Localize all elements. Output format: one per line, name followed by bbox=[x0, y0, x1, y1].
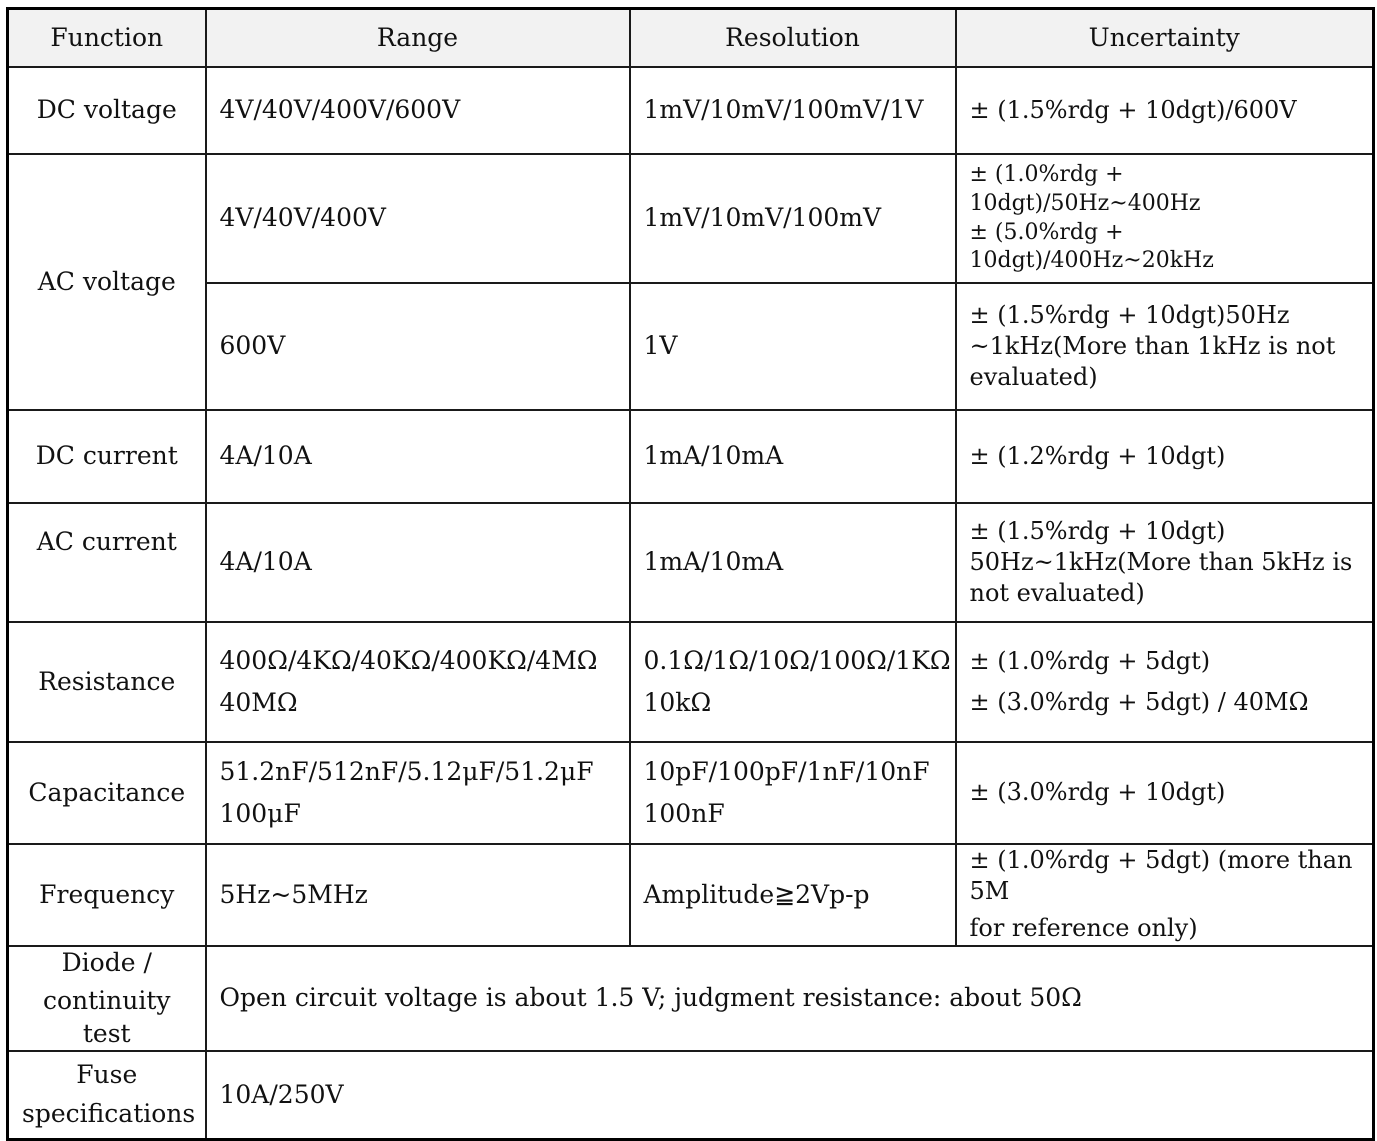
table-row-ac-voltage-600v bbox=[8, 283, 1374, 410]
merged-value-cell: 10A/250V bbox=[206, 1051, 1374, 1139]
header-uncertainty: Uncertainty bbox=[956, 9, 1374, 68]
resolution-line: 0.1Ω/1Ω/10Ω/100Ω/1KΩ bbox=[643, 645, 951, 675]
uncertainty-line: ± (1.5%rdg + 10dgt) bbox=[969, 516, 1226, 545]
function-cell bbox=[8, 1051, 206, 1139]
range-line: 40MΩ bbox=[219, 688, 298, 717]
uncertainty-line: ± (1.0%rdg + 5dgt) (more than 5M bbox=[969, 846, 1353, 906]
function-cell: AC current bbox=[8, 503, 206, 622]
uncertainty-line: ~1kHz(More than 1kHz is not bbox=[969, 331, 1336, 360]
range-cell bbox=[206, 742, 630, 844]
specification-table bbox=[6, 7, 1375, 1141]
table-row-resistance bbox=[8, 622, 1374, 742]
table-row-ac-voltage-low bbox=[8, 154, 1374, 283]
header-row bbox=[8, 9, 1374, 68]
resolution-cell: 1V bbox=[630, 283, 956, 410]
table-row-dc-current bbox=[8, 410, 1374, 503]
range-cell: 5Hz~5MHz bbox=[206, 844, 630, 946]
uncertainty-cell: ± (3.0%rdg + 10dgt) bbox=[956, 742, 1374, 844]
resolution-cell: 1mA/10mA bbox=[630, 503, 956, 622]
uncertainty-cell: ± (1.2%rdg + 10dgt) bbox=[956, 410, 1374, 503]
table-row-diode bbox=[8, 946, 1374, 1052]
uncertainty-cell bbox=[956, 283, 1374, 410]
range-cell: 4V/40V/400V/600V bbox=[206, 67, 630, 154]
function-line: continuity test bbox=[42, 986, 171, 1048]
uncertainty-cell bbox=[956, 844, 1374, 946]
range-line: 100μF bbox=[219, 799, 301, 828]
range-cell: 4A/10A bbox=[206, 503, 630, 622]
resolution-cell: 1mV/10mV/100mV/1V bbox=[630, 67, 956, 154]
function-cell: AC voltage bbox=[8, 154, 206, 410]
uncertainty-line: ± (1.5%rdg + 10dgt)50Hz bbox=[969, 300, 1290, 329]
range-cell: 600V bbox=[206, 283, 630, 410]
uncertainty-line: ± (3.0%rdg + 5dgt) / 40MΩ bbox=[969, 688, 1309, 716]
header-resolution: Resolution bbox=[630, 9, 956, 68]
resolution-cell bbox=[630, 742, 956, 844]
header-range: Range bbox=[206, 9, 630, 68]
table-row-fuse bbox=[8, 1051, 1374, 1139]
function-line: Diode / bbox=[61, 947, 152, 977]
function-cell: DC voltage bbox=[8, 67, 206, 154]
resolution-line: 10kΩ bbox=[643, 688, 712, 717]
table-row-dc-voltage bbox=[8, 67, 1374, 154]
function-line: Fuse bbox=[76, 1060, 138, 1090]
resolution-cell: Amplitude≧2Vp-p bbox=[630, 844, 956, 946]
resolution-cell bbox=[630, 622, 956, 742]
table-row-ac-current bbox=[8, 503, 1374, 622]
uncertainty-line: ± (1.0%rdg + 10dgt)/50Hz~400Hz bbox=[969, 162, 1201, 216]
resolution-cell: 1mV/10mV/100mV bbox=[630, 154, 956, 283]
range-cell: 4A/10A bbox=[206, 410, 630, 503]
resolution-cell: 1mA/10mA bbox=[630, 410, 956, 503]
table-row-frequency bbox=[8, 844, 1374, 946]
uncertainty-cell bbox=[956, 503, 1374, 622]
range-cell bbox=[206, 622, 630, 742]
uncertainty-cell: ± (1.5%rdg + 10dgt)/600V bbox=[956, 67, 1374, 154]
function-line: specifications bbox=[22, 1098, 196, 1128]
resolution-line: 10pF/100pF/1nF/10nF bbox=[643, 756, 930, 786]
merged-value-cell: Open circuit voltage is about 1.5 V; judgment resistance: about 50Ω bbox=[206, 946, 1374, 1052]
uncertainty-line: not evaluated) bbox=[969, 579, 1145, 608]
uncertainty-cell bbox=[956, 622, 1374, 742]
uncertainty-line: evaluated) bbox=[969, 363, 1098, 392]
table-row-capacitance bbox=[8, 742, 1374, 844]
function-cell: Resistance bbox=[8, 622, 206, 742]
resolution-line: 100nF bbox=[643, 799, 725, 828]
function-cell: Capacitance bbox=[8, 742, 206, 844]
uncertainty-line: ± (5.0%rdg + 10dgt)/400Hz~20kHz bbox=[969, 219, 1214, 274]
uncertainty-line: ± (1.0%rdg + 5dgt) bbox=[969, 646, 1211, 675]
range-line: 400Ω/4KΩ/40KΩ/400KΩ/4MΩ bbox=[219, 645, 598, 675]
function-cell: Frequency bbox=[8, 844, 206, 946]
function-cell: DC current bbox=[8, 410, 206, 503]
range-cell: 4V/40V/400V bbox=[206, 154, 630, 283]
uncertainty-line: for reference only) bbox=[969, 914, 1198, 943]
uncertainty-cell bbox=[956, 154, 1374, 283]
function-cell bbox=[8, 946, 206, 1052]
range-line: 51.2nF/512nF/5.12μF/51.2μF bbox=[219, 756, 594, 786]
uncertainty-line: 50Hz~1kHz(More than 5kHz is bbox=[969, 547, 1353, 576]
header-function: Function bbox=[8, 9, 206, 68]
